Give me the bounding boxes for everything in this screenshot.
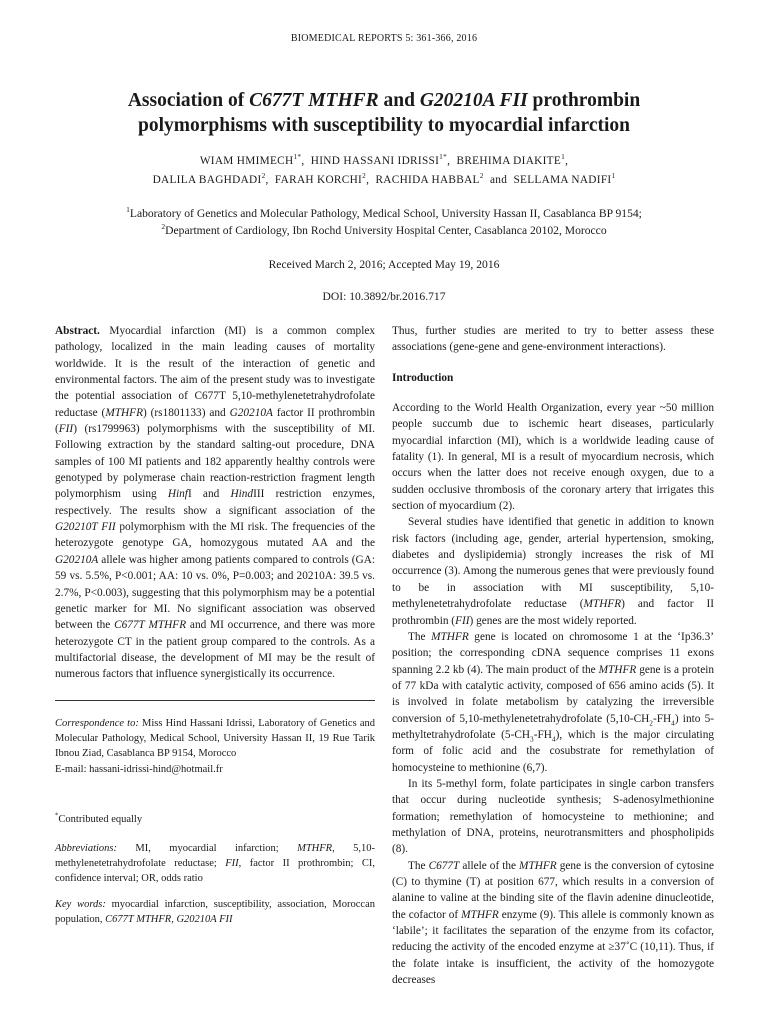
abstract-text: Myocardial infarction (MI) is a common complex pathology, localized in the main leading causes of mortality worldwide. It is the result of the interaction of genetic and environmental factors. The aim of the present study was to investigate the potential association of C677T 5,10-methylenetetrahydrofolate reductase (: [55, 325, 375, 419]
abstract-italic: Hind: [230, 488, 254, 501]
keywords-italic: C677T MTHFR, G20210A FII: [105, 914, 233, 926]
body-column: [392, 323, 714, 988]
author: RACHIDA HABBAL: [375, 174, 480, 186]
abstract-text: polymorphism with the MI risk. The frequencies of the heterozygote genotype GA, homozygous mutated AA and the: [55, 521, 375, 550]
abbreviations-text: MI, myocardial infarction;: [117, 843, 298, 854]
abstract-continuation: Thus, further studies are merited to try to better assess these associations (gene-gene and gene-environment interactions).: [392, 325, 714, 354]
abstract-text: I and: [187, 488, 231, 501]
body-text: The: [408, 859, 429, 872]
abstract-italic: G20210A: [229, 406, 273, 419]
keywords-footnote: [55, 897, 375, 927]
body-paragraph: [392, 858, 714, 989]
abstract-text: ) (rs1801133) and: [142, 406, 230, 419]
author: HIND HASSANI IDRISSI: [310, 155, 440, 167]
body-text: The: [408, 630, 432, 643]
body-paragraph: [392, 629, 714, 776]
abstract-italic: G20210A: [55, 553, 99, 566]
body-paragraph: [392, 514, 714, 628]
abstract-text: allele was higher among patients compared to controls (GA: 59 vs. 5.5%, P<0.001; AA: 10 vs. 0%, P=0.003; and 20210A: 39.5 vs. 2.7%, P<0.003), suggesting that this polymorphism may be a potential genetic marker for MI. No significant association was observed between the: [55, 553, 375, 632]
body-subscript: 2: [649, 717, 653, 727]
body-text: gene is located on chromosome 1 at the ‘Ip36.3’ position; the corresponding cDNA sequence comprises 11 exons spanning 2.2 kb (4). The main product of the: [392, 630, 715, 676]
contributed-text: Contributed equally: [58, 814, 143, 825]
body-italic: MTHFR: [583, 598, 622, 611]
abstract-italic: FII: [58, 423, 74, 436]
affiliation-number: 2: [161, 222, 166, 232]
body-subscript: 4: [671, 717, 675, 727]
body-text: gene is a protein of 77 kDa with catalytic activity, composed of 656 amino acids (5). It is involved in folate metabolism by catalyzing the irreversible conversion of 5,10-methylenetetrahydrofolate (5,10-CH: [392, 663, 714, 725]
affiliation-number: 1: [126, 205, 130, 215]
author: WIAM HMIMECH: [199, 155, 294, 167]
body-paragraph: In its 5-methyl form, folate participates in single carbon transfers that occur during nucleotide synthesis; S-adenosylmethionine formation; remethylation of homocysteine to methionine; and methylation of DNA, proteins, neurotransmitters and phospholipids (8).: [392, 777, 714, 856]
contributed-footnote: [55, 812, 375, 827]
contributed-mark: *: [55, 812, 59, 820]
affiliations: [40, 205, 728, 239]
author-and: and: [489, 174, 508, 186]
body-text: -FH: [652, 712, 672, 725]
correspondence-footnote: [55, 716, 375, 777]
affiliation-1: Laboratory of Genetics and Molecular Pathology, Medical School, University Hassan II, Casablanca BP 9154;: [129, 207, 642, 220]
abstract-text: ) (rs1799963) polymorphisms with the susceptibility of MI. Following extraction by the standard salting-out procedure, DNA samples of 100 MI patients and 182 apparently healthy controls were genotyped by polymerase chain reaction-restriction fragment length polymorphism using: [55, 423, 375, 501]
section-heading-introduction: Introduction: [392, 371, 454, 384]
abstract-italic: C677T MTHFR: [114, 619, 187, 632]
correspondence-label: Correspondence to:: [55, 718, 139, 729]
body-italic: MTHFR: [431, 630, 469, 643]
body-text: Several studies have identified that genetic in addition to known risk factors (including age, gender, arterial hypertension, smoking, diabetes and dyslipidemia) strongly increases the risk of MI occurrence (3). Among the numerous genes that were previously found to be in association with MI susceptibility, 5,10-methylenetetrahydrofolate reductase (: [392, 516, 714, 611]
body-subscript: 4: [551, 734, 556, 744]
title-gene-mthfr: C677T MTHFR: [249, 90, 379, 111]
body-text: ), which is the major circulating form of folic acid and the cosubstrate for remethylation of homocysteine to methionine (6,7).: [392, 728, 714, 774]
abbreviations-text: , factor II prothrombin; CI, confidence interval; OR, odds ratio: [55, 858, 376, 885]
keywords-label: Key words:: [55, 899, 106, 910]
body-italic: MTHFR: [598, 663, 637, 676]
abstract-italic: G20210T FII: [55, 521, 116, 534]
body-subscript: 3: [530, 734, 534, 744]
correspondence-text: Miss Hind Hassani Idrissi, Laboratory of Genetics and Molecular Pathology, Medical School, University Hassan II, 19 Rue Tarik Ibnou Ziad, Casablanca BP 9154, Morocco: [55, 718, 375, 760]
author-sup: 1*: [439, 152, 448, 162]
doi: DOI: 10.3892/br.2016.717: [322, 290, 446, 303]
abstract-italic: Hinf: [167, 488, 188, 501]
paper-title: [40, 88, 728, 138]
body-text: ) and factor II prothrombin (: [392, 598, 714, 627]
author-sup: 1*: [293, 152, 302, 162]
abbreviations-italic: FII: [225, 858, 239, 870]
title-text: and: [378, 90, 420, 111]
author-sup: 2: [261, 171, 266, 181]
body-paragraph: According to the World Health Organization, every year ~50 million people succumb due to ischemic heart diseases, particularly myocardial infarction (MI), which is a worldwide leading cause of fatality (1). In general, MI is a result of myocardium necrosis, which occurs when the latter does not receive enough oxygen, due to a sudden occlusive thrombosis of the coronary artery that irrigates this section of myocardium (2).: [392, 402, 714, 513]
abstract-text: factor II prothrombin (: [55, 406, 375, 436]
author-sup: 2: [479, 171, 484, 181]
footnote-divider: [55, 700, 375, 701]
abstract-label: Abstract.: [55, 325, 100, 337]
abbreviations-footnote: [55, 841, 375, 887]
title-gene-fii: G20210A FII: [419, 90, 528, 111]
correspondence-email: E-mail: hassani-idrissi-hind@hotmail.fr: [55, 763, 223, 775]
author-list: WIAM $HMIMECH^{1*}$, HIND HASSANI $IDRISSI^{1*}$, BREHIMA DIAKITE$^1$, DALILA BAGHDADI$^2$, FARAH KORCHI$^2$, RACHIDA HABBAL$^2$ and SELLAMA NADIFI$^1$: [152, 152, 616, 186]
body-text: gene is the conversion of cytosine (C) to thymine (T) at position 677, which results in a conversion of alanine to valine at the binding site of the flavin adenine dinucleotide, the cofactor of: [392, 859, 715, 921]
abbreviations-italic: MTHFR: [297, 843, 333, 854]
title-text: polymorphisms with susceptibility to myocardial infarction: [137, 115, 631, 136]
author: FARAH KORCHI: [274, 174, 363, 186]
body-text: enzyme (9). This allele is commonly known as ‘labile’; it facilitates the separation of the enzyme from its cofactor, reducing the activity of the encoded enzyme at ≥37˚C (10,11). Thus, if the folate intake is insufficient, the activity of the homozygote decreases: [392, 908, 715, 987]
title-text: prothrombin: [527, 90, 641, 111]
author-sup: 1: [611, 171, 616, 181]
title-text: Association of: [127, 90, 250, 111]
author: SELLAMA NADIFI: [513, 174, 612, 186]
abstract-text: III restriction enzymes, respectively. The results show a significant association of the: [55, 488, 375, 517]
body-text: -FH: [533, 728, 552, 741]
affiliation-2: Department of Cardiology, Ibn Rochd University Hospital Center, Casablanca 20102, Morocco: [165, 224, 607, 237]
body-italic: C677T: [428, 859, 460, 872]
body-italic: MTHFR: [461, 908, 499, 921]
author: DALILA BAGHDADI: [152, 174, 262, 186]
abstract: [55, 323, 375, 683]
received-accepted-dates: Received March 2, 2016; Accepted May 19, 2016: [268, 258, 500, 271]
abstract-column: [55, 323, 375, 683]
body-italic: FII: [455, 614, 470, 627]
body-text: ) genes are the most widely reported.: [469, 614, 637, 627]
abstract-italic: MTHFR: [105, 406, 143, 419]
author-sup: 1: [561, 152, 566, 162]
abstract-text: and MI occurrence, and there was more heterozygote CT in the patient group compared to the controls. As a multifactorial disease, the development of MI may be the result of numerous factors that influence synergistically its occurrence.: [55, 619, 375, 681]
author-sup: 2: [362, 171, 367, 181]
author: BREHIMA DIAKITE: [456, 155, 562, 167]
keywords-text: myocardial infarction, susceptibility, association, Moroccan population,: [55, 899, 375, 926]
body-italic: MTHFR: [519, 859, 557, 872]
body-text: allele of the: [459, 859, 520, 872]
abbreviations-text: , 5,10-methylenetetrahydrofolate reductase;: [55, 843, 376, 870]
running-head: BIOMEDICAL REPORTS 5: 361-366, 2016: [290, 33, 478, 44]
body-text: ) into 5-methyltetrahydrofolate (5-CH: [392, 712, 714, 741]
abbreviations-label: Abbreviations:: [55, 843, 118, 854]
